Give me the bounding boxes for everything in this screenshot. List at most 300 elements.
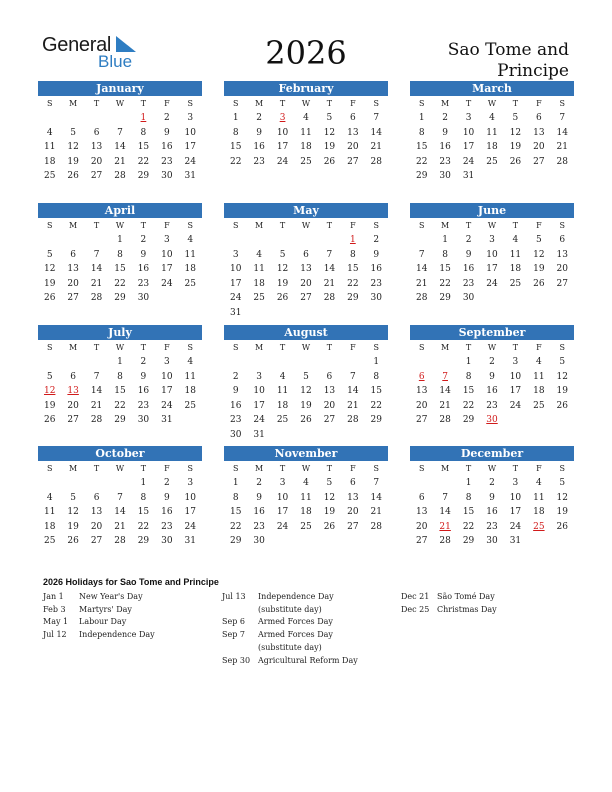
day-cell: 12 xyxy=(533,249,545,260)
weekday-label: S xyxy=(559,464,566,473)
day-cell: 16 xyxy=(439,142,451,153)
day-cell: 21 xyxy=(114,156,126,167)
weekday-label: W xyxy=(301,99,311,108)
day-cell: 23 xyxy=(229,415,242,426)
day-cell: 24 xyxy=(184,156,196,167)
holiday-column xyxy=(43,591,179,642)
day-cell: 30 xyxy=(229,429,242,440)
day-cell: 14 xyxy=(556,127,568,138)
day-cell: 30 xyxy=(137,415,150,426)
day-cell: 3 xyxy=(232,249,239,260)
weekday-label: T xyxy=(326,343,333,352)
day-cell: 29 xyxy=(462,536,475,547)
day-cell: 25 xyxy=(486,156,498,167)
empty-cell xyxy=(410,355,433,370)
day-cell: 27 xyxy=(90,536,103,547)
day-cell: 3 xyxy=(512,478,519,488)
logo-text-blue: Blue xyxy=(98,52,133,71)
day-cell: 13 xyxy=(90,142,103,153)
weekday-label: F xyxy=(536,221,542,230)
day-cell: 9 xyxy=(163,127,170,138)
day-cell: 2 xyxy=(465,235,472,245)
day-cell: 20 xyxy=(90,521,103,532)
day-cell: 31 xyxy=(509,536,522,547)
day-cell: 30 xyxy=(486,536,498,547)
day-cell: 8 xyxy=(465,371,472,382)
day-cell: 21 xyxy=(90,400,103,411)
day-cell: 24 xyxy=(276,521,289,532)
weekday-label: F xyxy=(164,464,170,473)
day-cell: 28 xyxy=(439,536,451,547)
month-header: December xyxy=(410,446,574,461)
day-cell: 19 xyxy=(300,400,312,411)
day-cell: 18 xyxy=(253,278,265,289)
month-august xyxy=(224,325,388,443)
month-header: February xyxy=(224,81,388,96)
day-cell: 19 xyxy=(556,507,568,518)
day-cell: 8 xyxy=(232,492,239,503)
day-cell: 3 xyxy=(465,113,472,123)
day-cell: 19 xyxy=(323,507,336,518)
day-cell: 28 xyxy=(347,415,359,426)
day-cell: 5 xyxy=(46,249,53,260)
day-cell: 16 xyxy=(486,507,498,518)
weekday-label: S xyxy=(187,221,194,230)
day-cell: 25 xyxy=(300,521,312,532)
day-cell: 20 xyxy=(300,278,312,289)
day-cell: 5 xyxy=(46,371,53,382)
day-cell: 13 xyxy=(300,264,312,275)
weekday-label: M xyxy=(441,99,450,108)
day-cell: 3 xyxy=(187,478,194,488)
day-cell: 14 xyxy=(114,142,126,153)
weekday-label: T xyxy=(326,99,333,108)
weekday-label: F xyxy=(350,343,356,352)
day-cell: 7 xyxy=(117,127,123,138)
day-cell: 10 xyxy=(509,492,522,503)
day-cell: 29 xyxy=(114,415,126,426)
day-cell: 25 xyxy=(253,293,265,304)
holiday-row xyxy=(43,591,179,604)
empty-cell xyxy=(433,476,456,491)
month-header: March xyxy=(410,81,574,96)
day-cell: 2 xyxy=(489,357,495,367)
day-cell: 7 xyxy=(117,492,123,503)
day-cell: 9 xyxy=(489,492,495,503)
weekday-label: W xyxy=(115,343,125,352)
day-cell: 26 xyxy=(67,536,79,547)
empty-cell xyxy=(318,233,341,248)
day-cell: 8 xyxy=(232,127,239,138)
day-cell: 2 xyxy=(140,235,147,245)
day-cell: 6 xyxy=(93,127,100,138)
day-cell: 13 xyxy=(415,507,428,518)
day-cell: 19 xyxy=(67,521,79,532)
day-cell: 11 xyxy=(533,492,545,503)
holiday-name: Independence Day (substitute day) xyxy=(258,592,334,614)
day-cell: 7 xyxy=(326,249,333,260)
weekday-label: T xyxy=(512,221,519,230)
day-cell: 4 xyxy=(303,478,309,488)
day-cell: 22 xyxy=(415,156,428,167)
month-may xyxy=(224,203,388,321)
month-days-grid xyxy=(410,218,574,306)
day-cell: 16 xyxy=(253,507,265,518)
empty-cell xyxy=(61,233,84,248)
weekday-label: F xyxy=(164,343,170,352)
day-cell: 24 xyxy=(486,278,498,289)
day-cell: 22 xyxy=(439,278,451,289)
weekday-label: M xyxy=(441,221,450,230)
weekday-label: W xyxy=(487,343,497,352)
empty-cell xyxy=(318,355,341,370)
day-cell: 22 xyxy=(229,521,242,532)
day-cell: 4 xyxy=(512,235,519,245)
weekday-label: S xyxy=(232,99,239,108)
day-cell: 11 xyxy=(253,264,265,275)
weekday-label: T xyxy=(465,464,472,473)
day-cell: 23 xyxy=(462,278,475,289)
holiday-day-cell: 13 xyxy=(67,386,79,397)
day-cell: 13 xyxy=(67,264,79,275)
holiday-date: Sep 7 xyxy=(222,630,245,640)
day-cell: 23 xyxy=(161,156,173,167)
weekday-label: M xyxy=(441,343,450,352)
day-cell: 2 xyxy=(373,235,380,245)
holiday-row xyxy=(401,604,517,617)
day-cell: 4 xyxy=(535,478,542,488)
day-cell: 28 xyxy=(370,521,382,532)
day-cell: 15 xyxy=(137,507,150,518)
day-cell: 26 xyxy=(323,521,336,532)
day-cell: 16 xyxy=(161,142,173,153)
empty-cell xyxy=(38,476,61,491)
empty-cell xyxy=(224,355,247,370)
weekday-label: M xyxy=(69,221,78,230)
day-cell: 8 xyxy=(373,371,380,382)
day-cell: 3 xyxy=(512,357,519,367)
day-cell: 12 xyxy=(323,492,336,503)
month-days-grid xyxy=(410,340,574,428)
day-cell: 15 xyxy=(415,142,428,153)
day-cell: 5 xyxy=(326,478,333,488)
day-cell: 13 xyxy=(347,127,359,138)
day-cell: 26 xyxy=(509,156,522,167)
day-cell: 2 xyxy=(140,357,147,367)
day-cell: 18 xyxy=(43,156,56,167)
day-cell: 18 xyxy=(300,507,312,518)
day-cell: 25 xyxy=(184,278,196,289)
day-cell: 10 xyxy=(486,249,498,260)
day-cell: 7 xyxy=(373,478,380,488)
day-cell: 7 xyxy=(93,371,100,382)
day-cell: 6 xyxy=(326,371,333,382)
day-cell: 12 xyxy=(67,142,79,153)
day-cell: 25 xyxy=(509,278,522,289)
empty-cell xyxy=(271,355,294,370)
day-cell: 12 xyxy=(509,127,522,138)
day-cell: 25 xyxy=(43,171,56,182)
day-cell: 3 xyxy=(163,357,170,367)
day-cell: 21 xyxy=(439,400,451,411)
day-cell: 29 xyxy=(462,415,475,426)
day-cell: 30 xyxy=(439,171,451,182)
day-cell: 11 xyxy=(300,492,312,503)
day-cell: 1 xyxy=(140,478,147,488)
empty-cell xyxy=(294,355,317,370)
empty-cell xyxy=(410,476,433,491)
day-cell: 24 xyxy=(184,521,196,532)
day-cell: 23 xyxy=(137,278,150,289)
day-cell: 25 xyxy=(300,156,312,167)
holiday-date: May 1 xyxy=(43,617,69,627)
day-cell: 15 xyxy=(229,142,242,153)
day-cell: 10 xyxy=(462,127,475,138)
day-cell: 9 xyxy=(140,371,147,382)
month-header: May xyxy=(224,203,388,218)
logo-triangle-icon xyxy=(116,36,136,52)
day-cell: 20 xyxy=(415,400,428,411)
day-cell: 15 xyxy=(439,264,451,275)
holiday-row xyxy=(222,655,378,668)
weekday-label: S xyxy=(559,343,566,352)
page-title-year: 2026 xyxy=(265,34,347,72)
empty-cell xyxy=(85,233,108,248)
day-cell: 23 xyxy=(486,521,498,532)
day-cell: 11 xyxy=(300,127,312,138)
weekday-label: F xyxy=(164,99,170,108)
weekday-label: F xyxy=(536,99,542,108)
day-cell: 6 xyxy=(349,478,356,488)
weekday-label: T xyxy=(93,221,100,230)
day-cell: 5 xyxy=(326,113,333,123)
holiday-date: Jul 13 xyxy=(222,592,246,601)
month-june xyxy=(410,203,574,306)
weekday-label: M xyxy=(255,464,264,473)
day-cell: 27 xyxy=(67,415,79,426)
weekday-label: F xyxy=(350,464,356,473)
day-cell: 21 xyxy=(415,278,428,289)
weekday-label: F xyxy=(350,99,356,108)
holiday-day-cell: 1 xyxy=(140,113,147,123)
day-cell: 2 xyxy=(256,478,262,488)
day-cell: 7 xyxy=(418,249,425,260)
month-days-grid xyxy=(410,96,574,184)
day-cell: 20 xyxy=(67,278,79,289)
day-cell: 27 xyxy=(300,293,312,304)
day-cell: 9 xyxy=(232,386,239,397)
weekday-label: S xyxy=(373,99,380,108)
empty-cell xyxy=(61,476,84,491)
holiday-day-cell: 7 xyxy=(442,371,448,382)
month-march xyxy=(410,81,574,184)
day-cell: 8 xyxy=(140,127,147,138)
empty-cell xyxy=(85,355,108,370)
day-cell: 29 xyxy=(229,536,242,547)
day-cell: 9 xyxy=(465,249,472,260)
day-cell: 18 xyxy=(184,264,196,275)
day-cell: 29 xyxy=(137,536,150,547)
weekday-label: W xyxy=(115,221,125,230)
day-cell: 14 xyxy=(370,492,382,503)
day-cell: 15 xyxy=(114,264,126,275)
day-cell: 22 xyxy=(347,278,359,289)
month-september xyxy=(410,325,574,428)
country-name: Sao Tome and Principe xyxy=(447,40,569,81)
empty-cell xyxy=(247,233,270,248)
day-cell: 6 xyxy=(535,113,542,123)
day-cell: 18 xyxy=(300,142,312,153)
day-cell: 2 xyxy=(442,113,448,123)
day-cell: 9 xyxy=(163,492,170,503)
empty-cell xyxy=(224,233,247,248)
weekday-label: T xyxy=(140,343,147,352)
day-cell: 11 xyxy=(486,127,498,138)
holiday-day-cell: 21 xyxy=(439,521,451,532)
day-cell: 9 xyxy=(442,127,448,138)
day-cell: 29 xyxy=(370,415,382,426)
day-cell: 28 xyxy=(114,171,126,182)
day-cell: 24 xyxy=(161,400,173,411)
month-days-grid xyxy=(224,96,388,169)
weekday-label: T xyxy=(465,221,472,230)
day-cell: 26 xyxy=(276,293,289,304)
day-cell: 1 xyxy=(373,357,380,367)
day-cell: 24 xyxy=(161,278,173,289)
day-cell: 21 xyxy=(114,521,126,532)
day-cell: 29 xyxy=(347,293,359,304)
weekday-label: S xyxy=(187,464,194,473)
holiday-date: Jul 12 xyxy=(43,630,67,640)
day-cell: 21 xyxy=(347,400,359,411)
month-header: October xyxy=(38,446,202,461)
day-cell: 1 xyxy=(465,478,472,488)
holiday-name: Armed Forces Day (substitute day) xyxy=(258,630,333,652)
day-cell: 22 xyxy=(370,400,382,411)
day-cell: 20 xyxy=(347,507,359,518)
holiday-name: Christmas Day xyxy=(437,604,497,614)
day-cell: 24 xyxy=(229,293,242,304)
holiday-row xyxy=(43,604,179,617)
day-cell: 3 xyxy=(187,113,194,123)
day-cell: 30 xyxy=(161,536,173,547)
day-cell: 15 xyxy=(229,507,242,518)
weekday-label: M xyxy=(255,343,264,352)
weekday-label: M xyxy=(69,343,78,352)
month-header: August xyxy=(224,325,388,340)
weekday-label: T xyxy=(93,99,100,108)
day-cell: 11 xyxy=(43,507,56,518)
day-cell: 31 xyxy=(229,307,242,318)
day-cell: 10 xyxy=(276,127,289,138)
day-cell: 31 xyxy=(184,171,196,182)
holiday-day-cell: 6 xyxy=(418,371,425,382)
day-cell: 7 xyxy=(442,492,448,503)
day-cell: 17 xyxy=(276,142,289,153)
day-cell: 5 xyxy=(512,113,519,123)
day-cell: 9 xyxy=(373,249,380,260)
day-cell: 13 xyxy=(323,386,336,397)
day-cell: 11 xyxy=(184,249,196,260)
day-cell: 26 xyxy=(323,156,336,167)
weekday-label: F xyxy=(536,343,542,352)
day-cell: 12 xyxy=(67,507,79,518)
day-cell: 17 xyxy=(161,264,173,275)
day-cell: 25 xyxy=(43,536,56,547)
day-cell: 1 xyxy=(465,357,472,367)
day-cell: 14 xyxy=(90,264,103,275)
weekday-label: W xyxy=(301,343,311,352)
day-cell: 4 xyxy=(187,235,194,245)
empty-cell xyxy=(294,233,317,248)
day-cell: 18 xyxy=(533,386,545,397)
month-header: September xyxy=(410,325,574,340)
day-cell: 14 xyxy=(415,264,428,275)
weekday-label: S xyxy=(46,343,53,352)
month-days-grid xyxy=(410,461,574,549)
day-cell: 21 xyxy=(323,278,336,289)
day-cell: 4 xyxy=(535,357,542,367)
day-cell: 19 xyxy=(533,264,545,275)
holiday-day-cell: 3 xyxy=(279,113,286,123)
day-cell: 19 xyxy=(43,400,56,411)
day-cell: 13 xyxy=(533,127,545,138)
day-cell: 30 xyxy=(253,536,265,547)
day-cell: 22 xyxy=(137,521,150,532)
day-cell: 8 xyxy=(140,492,147,503)
day-cell: 15 xyxy=(137,142,150,153)
day-cell: 19 xyxy=(276,278,289,289)
day-cell: 15 xyxy=(462,386,475,397)
day-cell: 25 xyxy=(276,415,289,426)
weekday-label: F xyxy=(164,221,170,230)
day-cell: 20 xyxy=(533,142,545,153)
day-cell: 17 xyxy=(184,507,196,518)
month-april xyxy=(38,203,202,306)
day-cell: 20 xyxy=(415,521,428,532)
day-cell: 9 xyxy=(256,492,262,503)
day-cell: 26 xyxy=(300,415,312,426)
day-cell: 16 xyxy=(137,386,150,397)
month-header: January xyxy=(38,81,202,96)
logo-text-general: General xyxy=(42,34,112,56)
day-cell: 22 xyxy=(229,156,242,167)
day-cell: 30 xyxy=(462,293,475,304)
weekday-label: T xyxy=(93,343,100,352)
month-days-grid xyxy=(224,218,388,321)
day-cell: 12 xyxy=(276,264,289,275)
empty-cell xyxy=(271,233,294,248)
day-cell: 17 xyxy=(184,142,196,153)
holiday-row xyxy=(43,629,179,642)
month-days-grid xyxy=(38,340,202,428)
day-cell: 21 xyxy=(556,142,568,153)
day-cell: 24 xyxy=(253,415,265,426)
day-cell: 27 xyxy=(556,278,568,289)
empty-cell xyxy=(61,355,84,370)
day-cell: 23 xyxy=(486,400,498,411)
day-cell: 20 xyxy=(323,400,336,411)
day-cell: 16 xyxy=(486,386,498,397)
weekday-label: S xyxy=(232,464,239,473)
day-cell: 31 xyxy=(161,415,173,426)
weekday-label: S xyxy=(187,343,194,352)
day-cell: 8 xyxy=(349,249,356,260)
holiday-name: São Tomé Day xyxy=(437,592,495,601)
month-december xyxy=(410,446,574,549)
day-cell: 17 xyxy=(509,507,522,518)
day-cell: 6 xyxy=(70,249,76,260)
